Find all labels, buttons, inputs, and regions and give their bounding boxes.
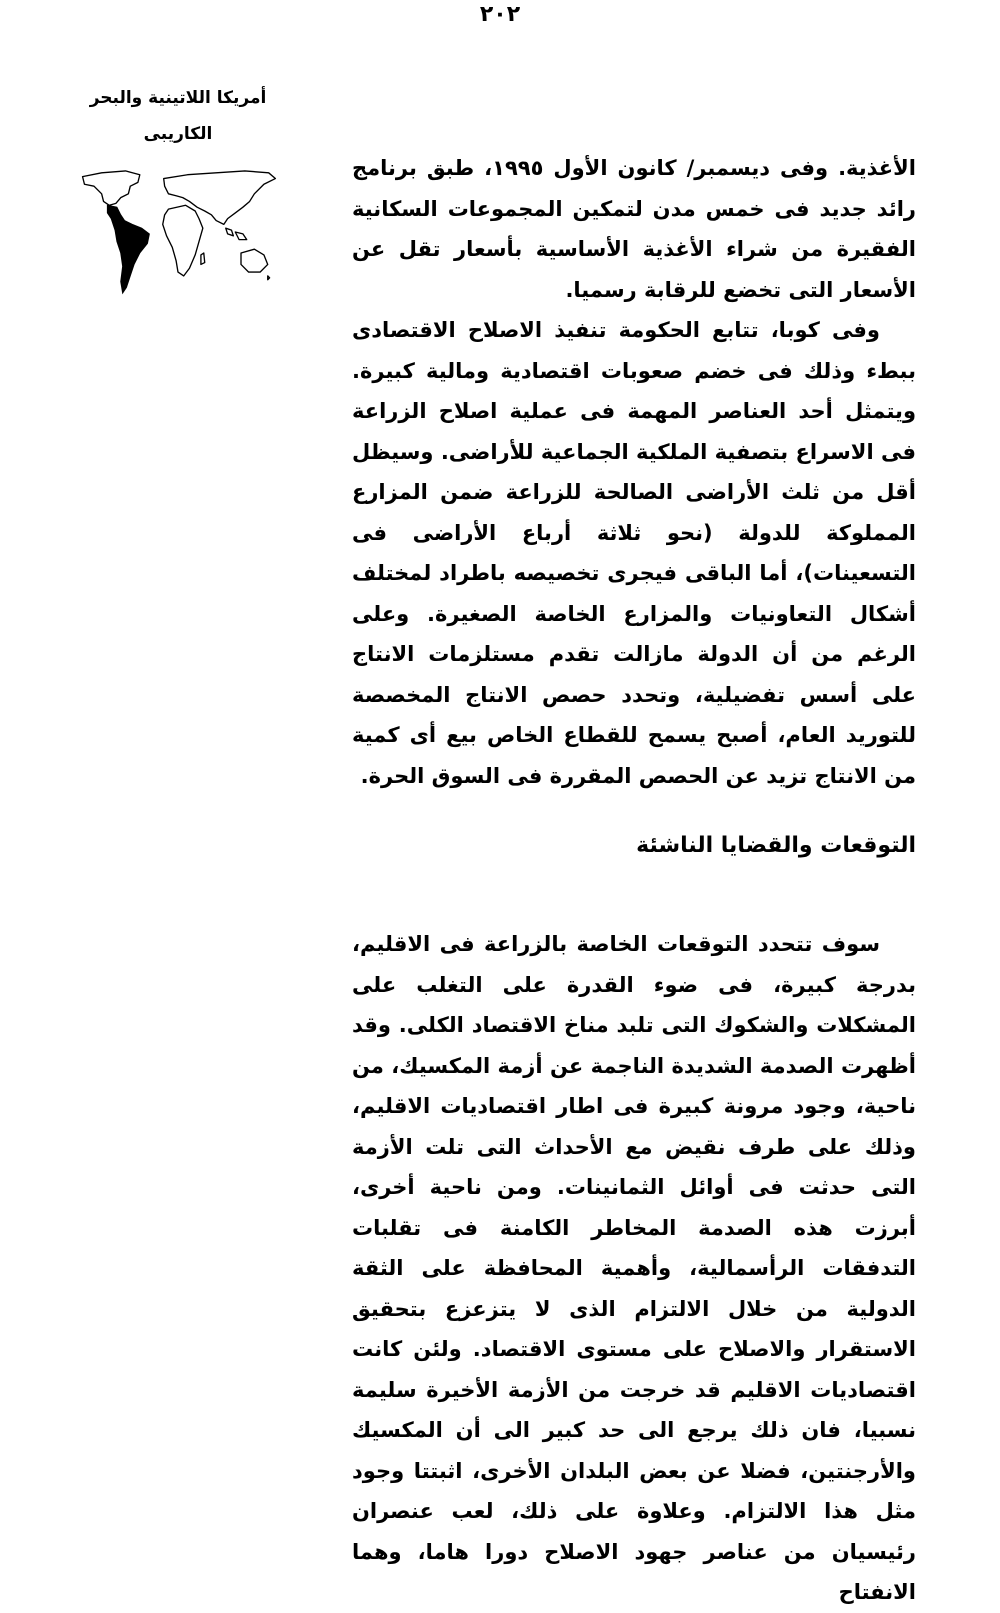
page-number: ٢٠٢ <box>479 2 521 27</box>
paragraph-expectations: سوف تتحدد التوقعات الخاصة بالزراعة فى الاقليم، بدرجة كبيرة، فى ضوء القدرة على التغلب على المشكلات والشكوك التى تلبد مناخ الاقتصاد الكلى. وقد أظهرت الصدمة الشديدة الناجمة عن أزمة المكسيك، من ناحية، وجود مرونة كبيرة فى اطار اقتصاديات الاقليم، وذلك على طرف نقيض مع الأحداث التى تلت الأزمة التى حدثت فى أوائل الثمانينات. ومن ناحية أخرى، أبرزت هذه الصدمة المخاطر الكامنة فى تقلبات التدفقات الرأسمالية، وأهمية المحافظة على الثقة الدولية من خلال الالتزام الذى لا يتزعزع بتحقيق الاستقرار والاصلاح على مستوى الاقتصاد. ولئن كانت اقتصاديات الاقليم قد خرجت من الأزمة الأخيرة سليمة نسبيا، فان ذلك يرجع الى حد كبير الى أن المكسيك والأرجنتين، فضلا عن بعض البلدان الأخرى، اثبتتا وجود مثل هذا الالتزام. وعلاوة على ذلك، لعب عنصران رئيسيان من عناصر جهود الاصلاح دورا هاما، وهما الانفتاح <box>352 932 916 1604</box>
chapter-title-line2: الكاريبى <box>143 124 213 144</box>
paragraph-cuba-reform: وفى كوبا، تتابع الحكومة تنفيذ الاصلاح الاقتصادى ببطء وذلك فى خضم صعوبات اقتصادية ومالية كبيرة. ويتمثل أحد العناصر المهمة فى عملية اصلاح الزراعة فى الاسراع بتصفية الملكية الجماعية للأراضى. وسيظل أقل من ثلث الأراضى الصالحة للزراعة ضمن المزارع المملوكة للدولة (نحو ثلاثة أرباع الأراضى فى التسعينات)، أما الباقى فيجرى تخصيصه باطراد لمختلف أشكال التعاونيات والمزارع الخاصة الصغيرة. وعلى الرغم من أن الدولة مازالت تقدم مستلزمات الانتاج على أسس تفضيلية، وتحدد حصص الانتاج المخصصة للتوريد العام، أصبح يسمح للقطاع الخاص بيع أى كمية من الانتاج تزيد عن الحصص المقررة فى السوق الحرة. <box>352 318 916 788</box>
section-heading: التوقعات والقضايا الناشئة <box>636 833 916 858</box>
world-map-icon <box>73 162 283 302</box>
paragraph-food-program: الأغذية. وفى ديسمبر/ كانون الأول ١٩٩٥، طبق برنامج رائد جديد فى خمس مدن لتمكين المجموعات السكانية الفقيرة من شراء الأغذية الأساسية بأسعار تقل عن الأسعار التى تخضع للرقابة رسميا. <box>352 156 916 302</box>
chapter-sidebar <box>68 80 288 302</box>
chapter-title-line1: أمريكا اللاتينية والبحر <box>89 88 267 108</box>
main-text <box>352 148 916 1613</box>
